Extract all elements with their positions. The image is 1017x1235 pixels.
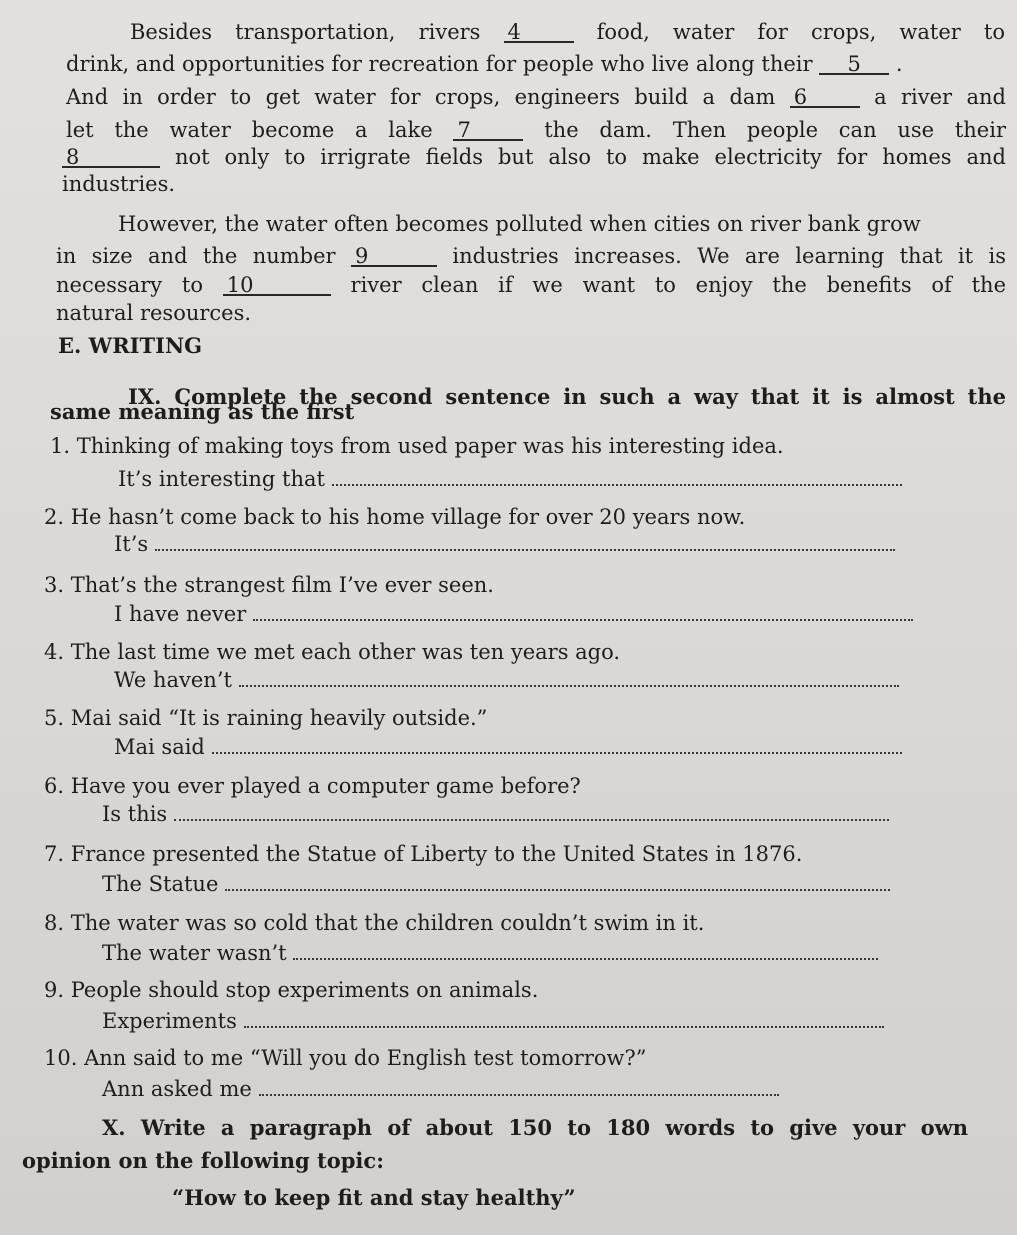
blank-9[interactable]: 9: [351, 247, 437, 267]
answer-line: The Statue: [102, 872, 890, 896]
answer-input[interactable]: [332, 470, 902, 486]
answer-input[interactable]: [212, 738, 902, 754]
exercise-x-title: opinion on the following topic:: [22, 1148, 384, 1173]
blank-7[interactable]: 7: [453, 121, 523, 141]
question-text: 2. He hasn’t come back to his home village for over 20 years now.: [44, 505, 746, 529]
answer-input[interactable]: [239, 671, 899, 687]
passage-line: let the water become a lake 7 the dam. Then people can use their: [66, 118, 1006, 142]
blank-8[interactable]: 8: [62, 148, 160, 168]
answer-line: We haven’t: [114, 668, 899, 692]
passage-line: necessary to 10 river clean if we want to enjoy the benefits of the: [56, 273, 1006, 297]
question-text: 4. The last time we met each other was ten years ago.: [44, 640, 621, 664]
passage-line: industries.: [62, 172, 176, 196]
answer-line: The water wasn’t: [102, 941, 878, 965]
answer-line: Ann asked me: [102, 1077, 779, 1101]
answer-line: Is this: [102, 802, 889, 826]
passage-line: And in order to get water for crops, engineers build a dam 6 a river and: [66, 85, 1006, 109]
exercise-x-title: X. Write a paragraph of about 150 to 180 words to give your own: [102, 1115, 968, 1140]
question-text: 3. That’s the strangest film I’ve ever seen.: [44, 573, 494, 597]
question-text: 1. Thinking of making toys from used paper was his interesting idea.: [50, 434, 784, 458]
exercise-ix-title: IX. Complete the second sentence in such a way that it is almost the: [128, 384, 1006, 409]
answer-line: I have never: [114, 602, 913, 626]
blank-6[interactable]: 6: [790, 88, 860, 108]
blank-4[interactable]: 4: [504, 23, 574, 43]
answer-line: Experiments: [102, 1009, 884, 1033]
answer-line: It’s: [114, 532, 895, 556]
passage-line: in size and the number 9 industries increases. We are learning that it is: [56, 244, 1006, 268]
essay-topic: “How to keep fit and stay healthy”: [172, 1185, 576, 1210]
blank-10[interactable]: 10: [223, 276, 331, 296]
answer-line: Mai said: [114, 735, 902, 759]
answer-input[interactable]: [244, 1012, 884, 1028]
section-title: E. WRITING: [58, 333, 203, 358]
blank-5[interactable]: 5: [819, 55, 889, 75]
answer-input[interactable]: [155, 535, 895, 551]
question-text: 10. Ann said to me “Will you do English test tomorrow?”: [44, 1046, 647, 1070]
answer-input[interactable]: [225, 875, 890, 891]
passage-line: natural resources.: [56, 301, 252, 325]
answer-input[interactable]: [293, 944, 878, 960]
question-text: 6. Have you ever played a computer game before?: [44, 774, 581, 798]
question-text: 5. Mai said “It is raining heavily outside.”: [44, 706, 488, 730]
answer-input[interactable]: [253, 605, 913, 621]
passage-line: drink, and opportunities for recreation for people who live along their 5 .: [66, 52, 903, 76]
exercise-ix-title: same meaning as the first: [50, 399, 355, 424]
question-text: 7. France presented the Statue of Liberty to the United States in 1876.: [44, 842, 803, 866]
passage-line: 8 not only to irrigrate fields but also to make electricity for homes and: [62, 145, 1006, 169]
passage-line: Besides transportation, rivers 4 food, water for crops, water to: [130, 20, 1005, 44]
answer-line: It’s interesting that: [118, 467, 902, 491]
answer-input[interactable]: [259, 1080, 779, 1096]
question-text: 8. The water was so cold that the children couldn’t swim in it.: [44, 911, 705, 935]
question-text: 9. People should stop experiments on animals.: [44, 978, 539, 1002]
answer-input[interactable]: [174, 805, 889, 821]
passage-line: However, the water often becomes polluted when cities on river bank grow: [118, 212, 921, 236]
